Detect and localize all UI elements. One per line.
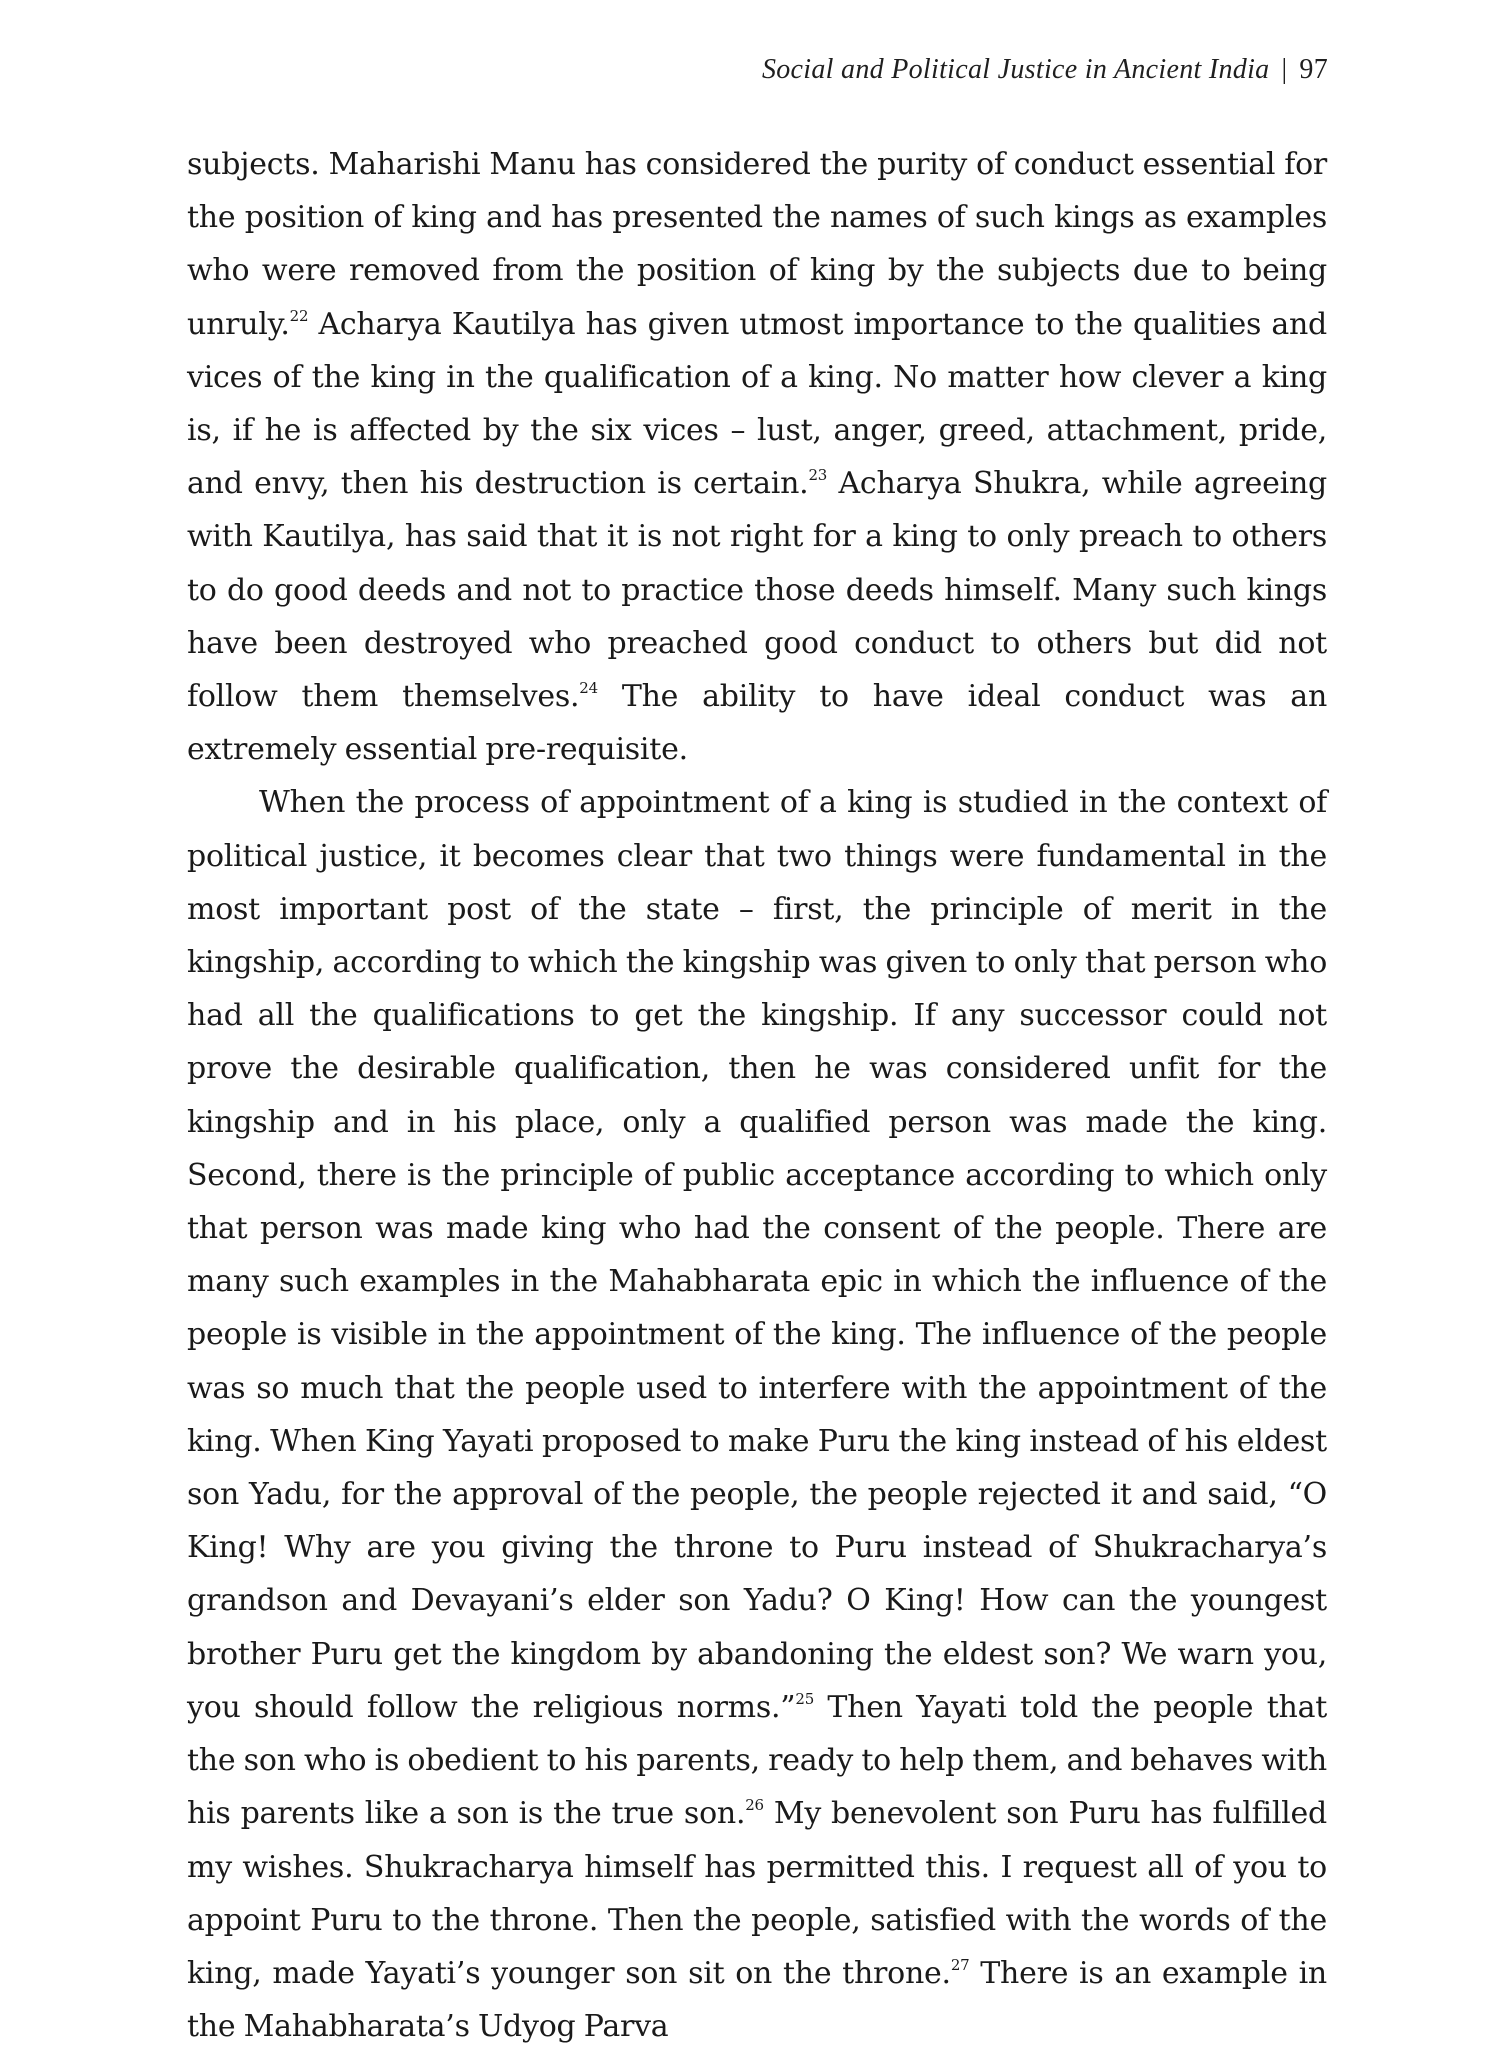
- footnote-ref-27: 27: [950, 1955, 970, 1974]
- header-separator: |: [1281, 54, 1288, 85]
- text-run: subjects. Maharishi Manu has considered the purity of conduct essential for the position of king and has presented the names of such kings as examples who were removed from the position of king by the subjects due to being unruly.: [187, 147, 1327, 342]
- text-run: There is an example in the Mahabharata’s Udyog Parva: [187, 1955, 1327, 2045]
- footnote-ref-25: 25: [795, 1689, 814, 1708]
- text-run: Then Yayati told the people that the son who is obedient to his parents, ready to help them, and behaves with his parents like a son is the true son.: [187, 1689, 1328, 1832]
- footnote-ref-23: 23: [808, 466, 828, 485]
- footnote-ref-26: 26: [745, 1796, 764, 1815]
- text-run: Acharya Shukra, while agreeing with Kautilya, has said that it is not right for a king to only preach to others to do good deeds and not to practice those deeds himself. Many such kings have been destroyed who preached good conduct to others but did not follow them themselves.: [187, 466, 1327, 715]
- text-run: When the process of appointment of a king is studied in the context of political justice, it becomes clear that two things were fundamental in the most important post of the state – first, the principle of merit in the kingship, according to which the kingship was given to only that person who had all the qualifications to get the kingship. If any successor could not prove the desirable qualification, then he was considered unfit for the kingship and in his place, only a qualified person was made the king. Second, there is the principle of public acceptance according to which only that person was made king who had the consent of the people. There are many such examples in the Mahabharata epic in which the influence of the people is visible in the appointment of the king. The influence of the people was so much that the people used to interfere with the appointment of the king. When King Yayati proposed to make Puru the king instead of his eldest son Yadu, for the approval of the people, the people rejected it and said, “O King! Why are you giving the throne to Puru instead of Shukracharya’s grandson and Devayani’s elder son Yadu? O King! How can the youngest brother Puru get the kingdom by abandoning the eldest son? We warn you, you should follow the religious norms.”: [187, 785, 1327, 1725]
- text-run: Acharya Kautilya has given utmost importance to the qualities and vices of the king in the qualification of a king. No matter how clever a king is, if he is affected by the six vices – lust, anger, greed, attachment, pride, and envy, then his destruction is certain.: [187, 306, 1327, 502]
- paragraph-1: [187, 138, 1327, 776]
- text-run: The ability to have ideal conduct was an extremely essential pre-requisite.: [187, 679, 1328, 768]
- running-title: Social and Political Justice in Ancient India: [761, 54, 1270, 85]
- text-run: My benevolent son Puru has fulfilled my wishes. Shukracharya himself has permitted this. I request all of you to appoint Puru to the throne. Then the people, satisfied with the words of the king, made Yayati’s younger son sit on the throne.: [187, 1796, 1327, 1991]
- footnote-ref-22: 22: [289, 306, 309, 325]
- page-number: 97: [1299, 54, 1328, 85]
- footnote-ref-24: 24: [579, 679, 598, 698]
- paragraph-2: [187, 776, 1327, 2053]
- body-text: [187, 138, 1327, 2053]
- running-header: [762, 54, 1328, 86]
